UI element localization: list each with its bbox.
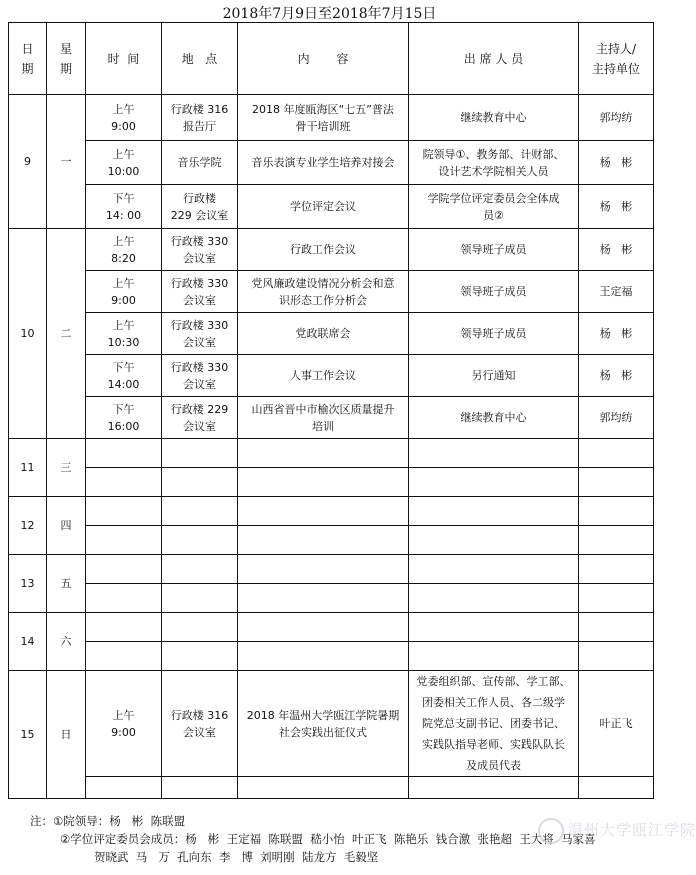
time-cell: 上午 10:00 — [86, 141, 162, 185]
date-cell: 15 — [9, 671, 47, 799]
time-cell: 上午 9:00 — [86, 271, 162, 313]
empty-cell — [409, 642, 579, 671]
header-weekday: 星 期 — [47, 23, 86, 95]
empty-cell — [409, 613, 579, 642]
empty-cell — [162, 777, 238, 799]
table-row — [9, 468, 654, 497]
attendees-cell: 学院学位评定委员会全体成 员② — [409, 185, 579, 229]
note-committee-cont: 贺晓武 马 万 孔向东 李 博 刘明刚 陆龙方 毛毅坚 — [94, 850, 379, 864]
empty-cell — [409, 555, 579, 584]
weekday-cell: 日 — [47, 671, 86, 799]
table-row — [9, 141, 654, 185]
content-cell: 2018 年温州大学瓯江学院暑期 社会实践出征仪式 — [238, 671, 409, 777]
table-row — [9, 185, 654, 229]
attendees-cell: 领导班子成员 — [409, 229, 579, 271]
empty-cell — [86, 497, 162, 526]
place-cell: 行政楼 229 会议室 — [162, 185, 238, 229]
header-content: 内 容 — [238, 23, 409, 95]
empty-cell — [579, 439, 654, 468]
attendees-cell: 继续教育中心 — [409, 95, 579, 141]
attendees-cell: 继续教育中心 — [409, 397, 579, 439]
place-cell: 行政楼 330 会议室 — [162, 313, 238, 355]
table-row — [9, 613, 654, 642]
content-cell: 音乐表演专业学生培养对接会 — [238, 141, 409, 185]
empty-cell — [409, 497, 579, 526]
content-cell: 人事工作会议 — [238, 355, 409, 397]
empty-cell — [238, 439, 409, 468]
empty-cell — [409, 584, 579, 613]
table-row — [9, 355, 654, 397]
content-cell: 2018 年度瓯海区“七五”普法 骨干培训班 — [238, 95, 409, 141]
content-cell: 行政工作会议 — [238, 229, 409, 271]
place-cell: 行政楼 316 报告厅 — [162, 95, 238, 141]
time-cell: 下午 14: 00 — [86, 185, 162, 229]
weekday-cell: 一 — [47, 95, 86, 229]
empty-cell — [579, 777, 654, 799]
attendees-cell: 院领导①、教务部、计财部、 设计艺术学院相关人员 — [409, 141, 579, 185]
attendees-cell: 领导班子成员 — [409, 271, 579, 313]
empty-cell — [238, 555, 409, 584]
table-row — [9, 584, 654, 613]
place-cell: 行政楼 316 会议室 — [162, 671, 238, 777]
empty-cell — [238, 584, 409, 613]
empty-cell — [409, 468, 579, 497]
date-cell: 11 — [9, 439, 47, 497]
note-committee: ②学位评定委员会成员：杨 彬 王定福 陈联盟 嵇小怡 叶正飞 陈艳乐 钱合激 张艳超 王大将 马家喜 — [60, 832, 596, 846]
place-cell: 行政楼 229 会议室 — [162, 397, 238, 439]
empty-cell — [579, 613, 654, 642]
host-cell: 王定福 — [579, 271, 654, 313]
place-cell: 行政楼 330 会议室 — [162, 355, 238, 397]
empty-cell — [238, 777, 409, 799]
content-cell: 学位评定会议 — [238, 185, 409, 229]
empty-cell — [86, 777, 162, 799]
empty-cell — [162, 497, 238, 526]
date-cell: 12 — [9, 497, 47, 555]
table-row — [9, 313, 654, 355]
host-cell: 叶正飞 — [579, 671, 654, 777]
time-cell: 上午 10:30 — [86, 313, 162, 355]
empty-cell — [579, 642, 654, 671]
date-cell: 13 — [9, 555, 47, 613]
empty-cell — [162, 468, 238, 497]
content-cell: 党政联席会 — [238, 313, 409, 355]
schedule-title: 2018年7月9日至2018年7月15日 — [222, 6, 437, 22]
empty-cell — [579, 468, 654, 497]
seal-icon — [538, 818, 564, 844]
empty-cell — [409, 439, 579, 468]
weekday-cell: 五 — [47, 555, 86, 613]
date-cell: 9 — [9, 95, 47, 229]
header-attendees: 出 席 人 员 — [409, 23, 579, 95]
table-row — [9, 671, 654, 777]
host-cell: 杨 彬 — [579, 355, 654, 397]
empty-cell — [579, 497, 654, 526]
empty-cell — [579, 584, 654, 613]
university-watermark — [538, 818, 696, 850]
table-row — [9, 439, 654, 468]
time-cell: 下午 14:00 — [86, 355, 162, 397]
place-cell: 行政楼 330 会议室 — [162, 271, 238, 313]
host-cell: 郭均纺 — [579, 95, 654, 141]
table-row — [9, 271, 654, 313]
table-row — [9, 95, 654, 141]
table-row — [9, 642, 654, 671]
place-cell: 音乐学院 — [162, 141, 238, 185]
weekday-cell: 二 — [47, 229, 86, 439]
header-host: 主持人/ 主持单位 — [579, 23, 654, 95]
empty-cell — [238, 468, 409, 497]
table-row — [9, 397, 654, 439]
header-place: 地 点 — [162, 23, 238, 95]
time-cell: 下午 16:00 — [86, 397, 162, 439]
empty-cell — [162, 439, 238, 468]
table-row — [9, 229, 654, 271]
date-cell: 10 — [9, 229, 47, 439]
date-cell: 14 — [9, 613, 47, 671]
empty-cell — [238, 613, 409, 642]
host-cell: 郭均纺 — [579, 397, 654, 439]
table-row — [9, 497, 654, 526]
empty-cell — [162, 642, 238, 671]
empty-cell — [162, 584, 238, 613]
weekly-schedule-table — [8, 22, 654, 799]
empty-cell — [86, 526, 162, 555]
empty-cell — [162, 526, 238, 555]
header-row — [9, 23, 654, 95]
host-cell: 杨 彬 — [579, 313, 654, 355]
host-cell: 杨 彬 — [579, 229, 654, 271]
empty-cell — [86, 555, 162, 584]
header-date: 日 期 — [9, 23, 47, 95]
attendees-cell: 另行通知 — [409, 355, 579, 397]
empty-cell — [579, 526, 654, 555]
empty-cell — [162, 555, 238, 584]
note-leaders: 注：①院领导：杨 彬 陈联盟 — [30, 814, 186, 828]
empty-cell — [409, 777, 579, 799]
empty-cell — [238, 526, 409, 555]
empty-cell — [86, 642, 162, 671]
table-row — [9, 555, 654, 584]
time-cell: 上午 9:00 — [86, 95, 162, 141]
attendees-cell: 领导班子成员 — [409, 313, 579, 355]
empty-cell — [579, 555, 654, 584]
time-cell: 上午 9:00 — [86, 671, 162, 777]
empty-cell — [238, 497, 409, 526]
header-time: 时 间 — [86, 23, 162, 95]
time-cell: 上午 8:20 — [86, 229, 162, 271]
table-row — [9, 526, 654, 555]
table-row — [9, 777, 654, 799]
host-cell: 杨 彬 — [579, 141, 654, 185]
empty-cell — [86, 613, 162, 642]
weekday-cell: 四 — [47, 497, 86, 555]
empty-cell — [409, 526, 579, 555]
empty-cell — [86, 468, 162, 497]
attendees-cell: 党委组织部、宣传部、学工部、 团委相关工作人员、各二级学 院党总支副书记、团委书记、 实践队指导老师、实践队队长 及成员代表 — [409, 671, 579, 777]
content-cell: 党风廉政建设情况分析会和意 识形态工作分析会 — [238, 271, 409, 313]
empty-cell — [86, 584, 162, 613]
place-cell: 行政楼 330 会议室 — [162, 229, 238, 271]
empty-cell — [162, 613, 238, 642]
content-cell: 山西省晋中市榆次区质量提升 培训 — [238, 397, 409, 439]
empty-cell — [86, 439, 162, 468]
watermark-text: 温州大学瓯江学院 — [568, 821, 696, 839]
weekday-cell: 三 — [47, 439, 86, 497]
empty-cell — [238, 642, 409, 671]
weekday-cell: 六 — [47, 613, 86, 671]
host-cell: 杨 彬 — [579, 185, 654, 229]
